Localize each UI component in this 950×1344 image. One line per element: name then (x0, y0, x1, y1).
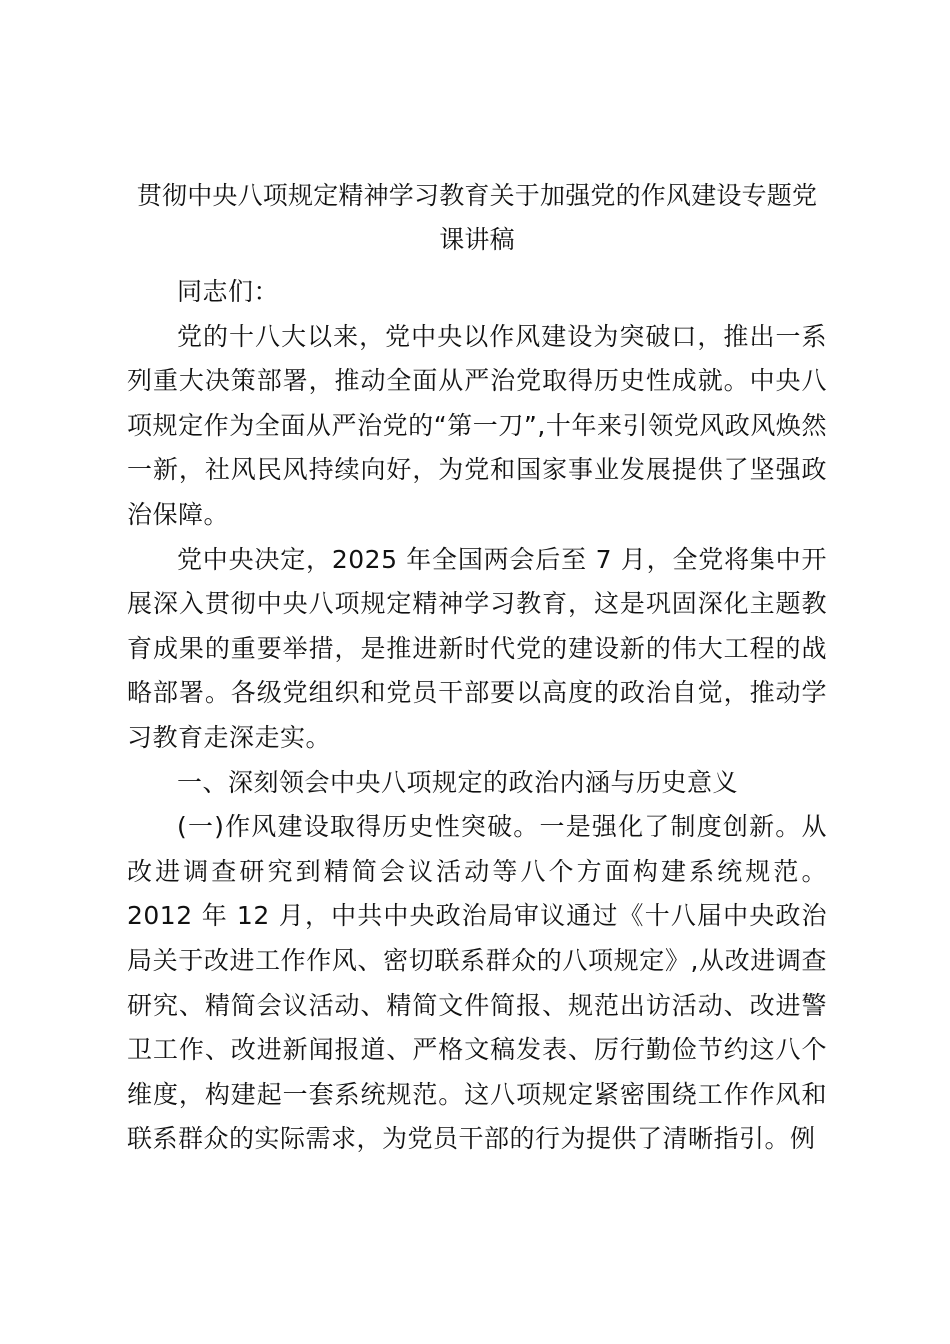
document-title: 贯彻中央八项规定精神学习教育关于加强党的作风建设专题党课讲稿 (136, 181, 818, 254)
paragraph-1: 党的十八大以来，党中央以作风建设为突破口，推出一系列重大决策部署，推动全面从严治党取得历史性成就。中央八项规定作为全面从严治党的“第一刀”,十年来引领党风政风焕然一新，社风民风持续向好，为党和国家事业发展提供了坚强政治保障。 (127, 321, 827, 529)
paragraph-3: (一)作风建设取得历史性突破。一是强化了制度创新。从改进调查研究到精简会议活动等八个方面构建系统规范。2012 年 12 月，中共中央政治局审议通过《十八届中央政治局关于改进工作作风、密切联系群众的八项规定》,从改进调查研究、精简会议活动、精简文件简报、规范出访活动、改进警卫工作、改进新闻报道、严格文稿发表、厉行勤俭节约这八个维度，构建起一套系统规范。这八项规定紧密围绕工作作风和联系群众的实际需求，为党员干部的行为提供了清晰指引。例 (127, 812, 827, 1154)
section-heading-1: 一、深刻领会中央八项规定的政治内涵与历史意义 (177, 767, 739, 797)
salutation: 同志们： (177, 277, 280, 306)
document-page (127, 174, 827, 1162)
paragraph-2: 党中央决定，2025 年全国两会后至 7 月，全党将集中开展深入贯彻中央八项规定精神学习教育，这是巩固深化主题教育成果的重要举措，是推进新时代党的建设新的伟大工程的战略部署。各级党组织和党员干部要以高度的政治自觉，推动学习教育走深走实。 (127, 544, 827, 752)
